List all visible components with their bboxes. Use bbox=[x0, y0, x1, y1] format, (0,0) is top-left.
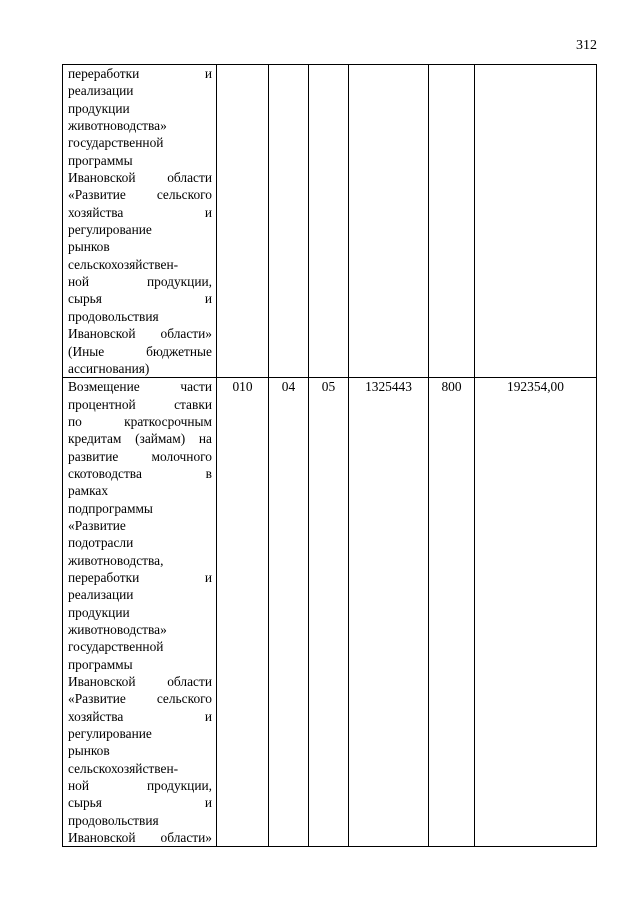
description-line: сельскохозяйствен- bbox=[68, 256, 179, 272]
description-line: реализации bbox=[68, 587, 134, 603]
description-line: государственной bbox=[68, 135, 164, 151]
description-line: процентной ставки bbox=[68, 396, 212, 412]
cell-amount bbox=[475, 65, 597, 378]
cell-target-article: 1325443 bbox=[349, 378, 429, 847]
description-line: рамках bbox=[68, 483, 109, 499]
description-line: рынков bbox=[68, 239, 110, 255]
description-line: развитие молочного bbox=[68, 448, 212, 464]
description-line: рынков bbox=[68, 743, 110, 759]
row-description bbox=[63, 65, 217, 378]
description-line: ассигнования) bbox=[68, 360, 150, 376]
cell-amount: 192354,00 bbox=[475, 378, 597, 847]
table-row bbox=[63, 65, 597, 378]
description-line: Ивановской области bbox=[68, 170, 212, 186]
description-line: переработки и bbox=[68, 66, 212, 81]
description-line: животноводства» bbox=[68, 622, 167, 637]
cell-section-code: 04 bbox=[269, 378, 309, 847]
description-line: сырья и bbox=[68, 291, 212, 307]
page-number: 312 bbox=[576, 38, 597, 53]
description-line: продукции bbox=[68, 604, 130, 620]
description-line: животноводства» bbox=[68, 118, 167, 134]
cell-subsection-code bbox=[309, 65, 349, 378]
description-line: подотрасли bbox=[68, 535, 134, 551]
description-line: программы bbox=[68, 152, 133, 168]
description-line: подпрограммы bbox=[68, 500, 153, 516]
row-description bbox=[63, 378, 217, 847]
budget-table bbox=[62, 64, 597, 847]
description-line: Ивановской области» bbox=[68, 830, 212, 846]
description-line: регулирование bbox=[68, 222, 152, 238]
description-line: хозяйства и bbox=[68, 708, 212, 724]
description-line: «Развитие bbox=[68, 517, 126, 533]
description-line: Возмещение части bbox=[68, 379, 212, 395]
cell-expense-type bbox=[429, 65, 475, 378]
description-line: Ивановской области bbox=[68, 674, 212, 690]
table-row bbox=[63, 378, 597, 847]
description-line: по краткосрочным bbox=[68, 413, 212, 429]
description-line: государственной bbox=[68, 639, 164, 655]
cell-ministry-code: 010 bbox=[217, 378, 269, 847]
description-line: хозяйства и bbox=[68, 204, 212, 220]
description-line: переработки и bbox=[68, 569, 212, 585]
description-line: (Иные бюджетные bbox=[68, 343, 212, 359]
description-line: реализации bbox=[68, 83, 134, 99]
cell-ministry-code bbox=[217, 65, 269, 378]
description-line: животноводства, bbox=[68, 552, 164, 568]
description-line: программы bbox=[68, 656, 133, 672]
description-line: скотоводства в bbox=[68, 465, 212, 481]
cell-section-code bbox=[269, 65, 309, 378]
cell-target-article bbox=[349, 65, 429, 378]
description-line: регулирование bbox=[68, 726, 152, 742]
description-line: Ивановской области» bbox=[68, 326, 212, 342]
description-line: ной продукции, bbox=[68, 274, 212, 290]
description-line: «Развитие сельского bbox=[68, 187, 212, 203]
cell-subsection-code: 05 bbox=[309, 378, 349, 847]
description-line: ной продукции, bbox=[68, 778, 212, 794]
cell-expense-type: 800 bbox=[429, 378, 475, 847]
description-line: продукции bbox=[68, 100, 130, 116]
description-line: продовольствия bbox=[68, 308, 159, 324]
description-line: сельскохозяйствен- bbox=[68, 760, 179, 776]
description-line: кредитам (займам) на bbox=[68, 431, 212, 447]
description-line: сырья и bbox=[68, 795, 212, 811]
description-line: «Развитие сельского bbox=[68, 691, 212, 707]
description-line: продовольствия bbox=[68, 812, 159, 828]
